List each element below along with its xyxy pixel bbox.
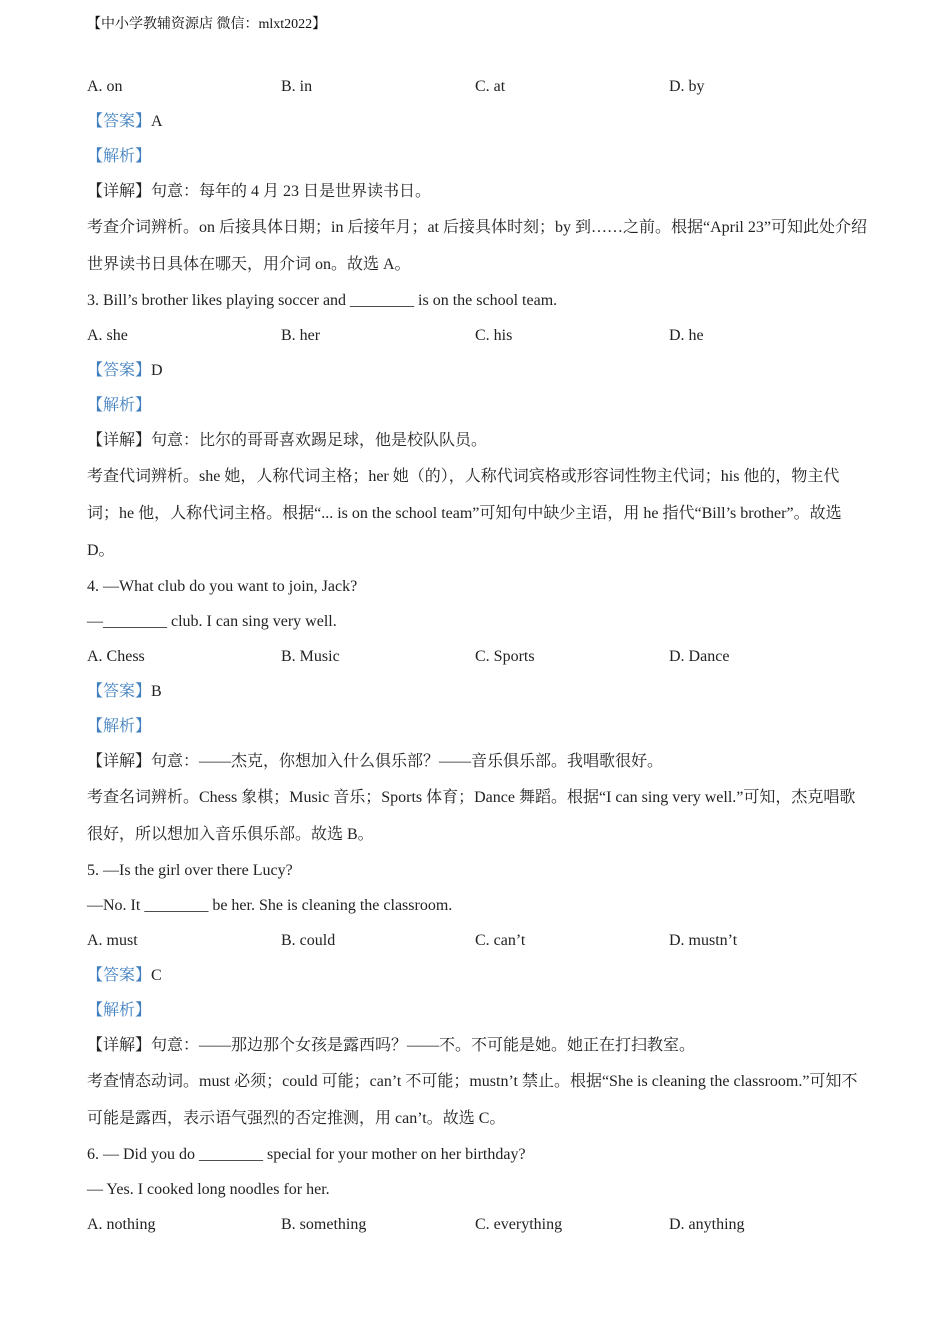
q2-option-c: C. at bbox=[475, 78, 506, 95]
q3-explanation: 考查代词辨析。she 她，人称代词主格；her 她（的），人称代词宾格或形容词性物主代词；his 他的，物主代词；he 他，人称代词主格。根据“... is on the school team”可知句中缺少主语，用 he 指代“Bill’s brother”。故选 D。 bbox=[87, 468, 842, 559]
analysis-tag: 【解析】 bbox=[87, 148, 152, 165]
q2-options bbox=[87, 69, 867, 104]
q4-option-c: C. Sports bbox=[475, 648, 535, 665]
q4-options bbox=[87, 639, 867, 674]
q4-analysis bbox=[87, 709, 867, 744]
header-watermark: 【中小学教辅资源店 微信：mlxt2022】 bbox=[87, 17, 327, 32]
q5-detail: 【详解】句意：——那边那个女孩是露西吗？——不。不可能是她。她正在打扫教室。 bbox=[87, 1037, 696, 1054]
analysis-tag: 【解析】 bbox=[87, 1002, 152, 1019]
q2-answer-value: A bbox=[151, 113, 163, 130]
q4-explanation: 考查名词辨析。Chess 象棋；Music 音乐；Sports 体育；Dance 舞蹈。根据“I can sing very well.”可知，杰克唱歌很好，所以想加入音乐俱乐部。故选 B。 bbox=[87, 789, 856, 843]
q5-option-c: C. can’t bbox=[475, 932, 526, 949]
analysis-tag: 【解析】 bbox=[87, 397, 152, 414]
q3-option-c: C. his bbox=[475, 327, 513, 344]
q2-answer bbox=[87, 104, 867, 139]
q5-options bbox=[87, 923, 867, 958]
q3-option-a: A. she bbox=[87, 327, 128, 344]
q4-answer-value: B bbox=[151, 683, 162, 700]
q3-question: 3. Bill’s brother likes playing soccer and ________ is on the school team. bbox=[87, 292, 558, 309]
q6-options bbox=[87, 1207, 867, 1242]
q6-option-d: D. anything bbox=[669, 1216, 745, 1233]
q3-answer-value: D bbox=[151, 362, 163, 379]
q3-option-b: B. her bbox=[281, 327, 321, 344]
document-content bbox=[87, 69, 867, 1242]
q3-detail: 【详解】句意：比尔的哥哥喜欢踢足球，他是校队队员。 bbox=[87, 432, 488, 449]
q4-question: 4. —What club do you want to join, Jack? bbox=[87, 578, 358, 595]
q3-option-d: D. he bbox=[669, 327, 704, 344]
q2-option-a: A. on bbox=[87, 78, 123, 95]
answer-tag: 【答案】 bbox=[87, 967, 152, 984]
q6-option-a: A. nothing bbox=[87, 1216, 156, 1233]
q2-analysis bbox=[87, 139, 867, 174]
answer-tag: 【答案】 bbox=[87, 362, 152, 379]
q6-question-reply: — Yes. I cooked long noodles for her. bbox=[87, 1181, 330, 1198]
q2-option-b: B. in bbox=[281, 78, 313, 95]
q5-question-reply: —No. It ________ be her. She is cleaning the classroom. bbox=[87, 897, 453, 914]
q5-option-b: B. could bbox=[281, 932, 336, 949]
q6-option-b: B. something bbox=[281, 1216, 367, 1233]
q4-detail: 【详解】句意：——杰克，你想加入什么俱乐部？——音乐俱乐部。我唱歌很好。 bbox=[87, 753, 664, 770]
q5-option-d: D. mustn’t bbox=[669, 932, 738, 949]
q3-analysis bbox=[87, 388, 867, 423]
q4-question-reply: —________ club. I can sing very well. bbox=[87, 613, 337, 630]
q3-answer bbox=[87, 353, 867, 388]
q6-option-c: C. everything bbox=[475, 1216, 563, 1233]
q4-option-b: B. Music bbox=[281, 648, 340, 665]
q2-detail: 【详解】句意：每年的 4 月 23 日是世界读书日。 bbox=[87, 183, 432, 200]
q4-option-d: D. Dance bbox=[669, 648, 730, 665]
analysis-tag: 【解析】 bbox=[87, 718, 152, 735]
q4-answer bbox=[87, 674, 867, 709]
q4-option-a: A. Chess bbox=[87, 648, 145, 665]
q5-analysis bbox=[87, 993, 867, 1028]
q5-option-a: A. must bbox=[87, 932, 138, 949]
answer-tag: 【答案】 bbox=[87, 113, 152, 130]
q5-answer bbox=[87, 958, 867, 993]
q3-options bbox=[87, 318, 867, 353]
q5-explanation: 考查情态动词。must 必须；could 可能；can’t 不可能；mustn’t 禁止。根据“She is cleaning the classroom.”可知不可能是露西，表示语气强烈的否定推测，用 can’t。故选 C。 bbox=[87, 1073, 858, 1127]
q5-answer-value: C bbox=[151, 967, 162, 984]
q2-explanation: 考查介词辨析。on 后接具体日期；in 后接年月；at 后接具体时刻；by 到……之前。根据“April 23”可知此处介绍世界读书日具体在哪天，用介词 on。故选 A。 bbox=[87, 219, 867, 273]
answer-tag: 【答案】 bbox=[87, 683, 152, 700]
q6-question: 6. — Did you do ________ special for your mother on her birthday? bbox=[87, 1146, 526, 1163]
q2-option-d: D. by bbox=[669, 78, 705, 95]
q5-question: 5. —Is the girl over there Lucy? bbox=[87, 862, 293, 879]
